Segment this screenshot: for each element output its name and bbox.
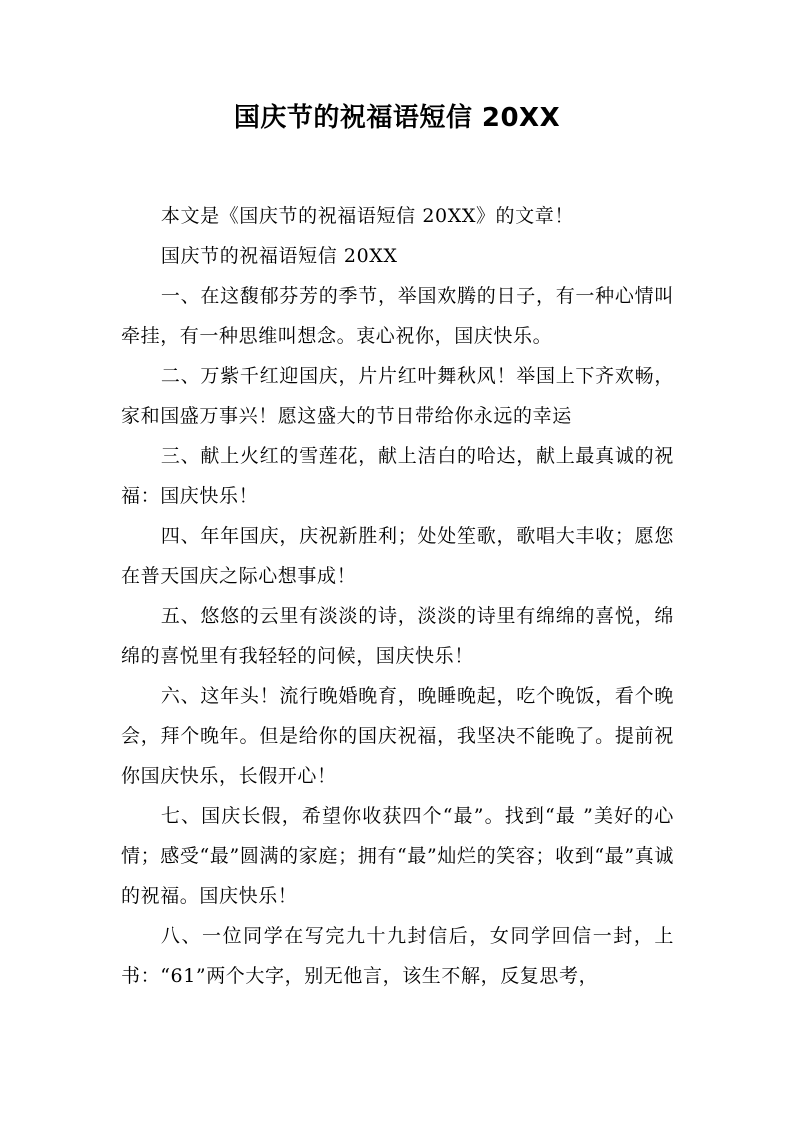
blessing-paragraph-8: 八、一位同学在写完九十九封信后，女同学回信一封，上书：“61”两个大字，别无他言，该生不解，反复思考， xyxy=(121,925,674,987)
document-title: 国庆节的祝福语短信 20XX xyxy=(233,103,561,133)
blessing-paragraph-1: 一、在这馥郁芬芳的季节，举国欢腾的日子，有一种心情叫牵挂，有一种思维叫想念。衷心祝你，国庆快乐。 xyxy=(121,285,674,347)
blessing-paragraph-4: 四、年年国庆，庆祝新胜利；处处笙歌，歌唱大丰收；愿您在普天国庆之际心想事成！ xyxy=(121,525,674,587)
blessing-paragraph-5: 五、悠悠的云里有淡淡的诗，淡淡的诗里有绵绵的喜悦，绵绵的喜悦里有我轻轻的问候，国庆快乐！ xyxy=(121,605,674,667)
document-body xyxy=(121,196,674,996)
intro-paragraph: 本文是《国庆节的祝福语短信 20XX》的文章！ xyxy=(160,205,574,227)
blessing-paragraph-2: 二、万紫千红迎国庆，片片红叶舞秋风！举国上下齐欢畅，家和国盛万事兴！愿这盛大的节日带给你永远的幸运 xyxy=(121,365,674,427)
subtitle-paragraph: 国庆节的祝福语短信 20XX xyxy=(160,245,398,267)
blessing-paragraph-7: 七、国庆长假，希望你收获四个“最”。找到“最 ”美好的心情；感受“最”圆满的家庭；拥有“最”灿烂的笑容；收到“最”真诚的祝福。国庆快乐！ xyxy=(121,805,674,907)
blessing-paragraph-6: 六、这年头！流行晚婚晚育，晚睡晚起，吃个晚饭，看个晚会，拜个晚年。但是给你的国庆祝福，我坚决不能晚了。提前祝你国庆快乐，长假开心！ xyxy=(121,685,674,787)
blessing-paragraph-3: 三、献上火红的雪莲花，献上洁白的哈达，献上最真诚的祝福：国庆快乐！ xyxy=(121,445,674,507)
